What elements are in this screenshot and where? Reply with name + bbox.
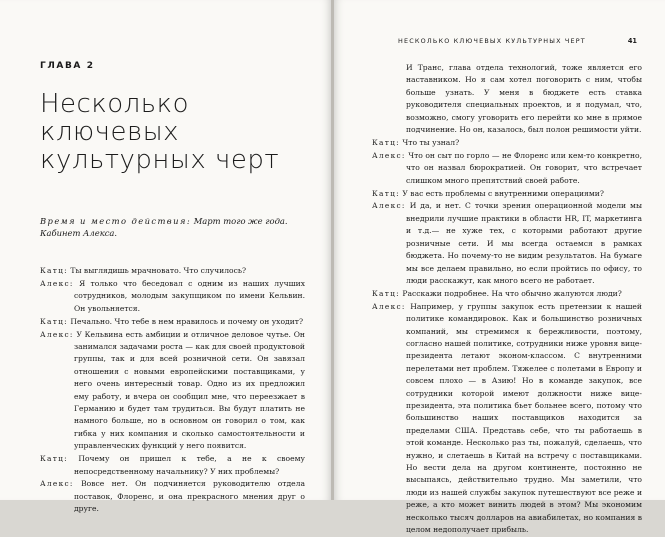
- speaker: Алекс:: [372, 201, 406, 211]
- dialogue-line: [372, 188, 642, 200]
- line-text: Вовсе нет. Он подчиняется руководителю отдела поставок, Флоренс, и она прекрасного мнения друг о друге.: [74, 479, 305, 514]
- line-text: Я только что беседовал с одним из наших лучших сотрудников, молодым закупщиком по имени Кельвин. Он увольняется.: [74, 278, 305, 313]
- dialogue-line: [40, 316, 305, 328]
- right-page: [334, 0, 665, 535]
- line-text: И да, и нет. С точки зрения операционной модели мы внедрили лучшие практики в области HR, IT, маркетинга и т.д.— не хуже тех, с которыми работают другие розничные сети. И мы всегда остаемся в рамках бюджета. Но почему-то не видим результатов. На бумаге мы все делаем правильно, но если пройтись по офису, то люди расскажут, как много всего не работает.: [406, 201, 642, 285]
- scene-setting-lead: Время и место действия:: [40, 216, 192, 226]
- speaker: Алекс:: [372, 150, 406, 160]
- line-text: Что ты узнал?: [402, 137, 460, 147]
- dialogue-line: [372, 150, 642, 187]
- line-text: У вас есть проблемы с внутренними операциями?: [402, 188, 604, 198]
- speaker: Алекс:: [40, 278, 74, 288]
- scene-setting: [40, 215, 298, 240]
- speaker: Катц:: [40, 316, 68, 326]
- dialogue-line: [40, 278, 305, 315]
- dialogue-line: [372, 288, 642, 300]
- chapter-label: ГЛАВА 2: [40, 61, 95, 71]
- dialogue-line: [40, 478, 305, 515]
- dialogue-line: [40, 453, 305, 478]
- line-text: У Кельвина есть амбиции и отличное деловое чутье. Он занимался задачами роста — как для своей продуктовой группы, так и для всей розничной сети. Он завязал отношения с новыми европейскими поставщиками, у него очень интересный товар. Одно из их предложил ему работу, и вчера он сообщил мне, что переезжает в Германию и будет там трудиться. Вы будут платить не намного больше, но в основном он говорил о том, как гибка у них компания и сколько самостоятельности и управленческих функций у него появится.: [74, 329, 305, 451]
- line-text: Что он сыт по горло — не Флоренс или кем-то конкретно, что он назвал бюрократией. Он говорит, что встречает слишком много препятствий своей работе.: [406, 150, 643, 185]
- dialogue-line: [372, 137, 642, 149]
- dialogue-line: [372, 301, 642, 537]
- dialogue-line: [40, 265, 305, 277]
- speaker: Катц:: [372, 137, 400, 147]
- line-text: Почему он пришел к тебе, а не к своему непосредственному начальнику? У них проблемы?: [74, 454, 305, 476]
- line-text: Расскажи подробнее. На что обычно жалуются люди?: [402, 288, 622, 298]
- dialogue-left: [40, 265, 305, 516]
- left-page: [0, 0, 331, 514]
- speaker: Катц:: [40, 454, 68, 464]
- chapter-title: Несколько ключевых культурных черт: [40, 89, 280, 175]
- running-head: НЕСКОЛЬКО КЛЮЧЕВЫХ КУЛЬТУРНЫХ ЧЕРТ: [398, 37, 586, 45]
- speaker: Алекс:: [372, 301, 406, 311]
- line-text: Например, у группы закупок есть претензии к нашей политике командировок. Как и большинство розничных компаний, мы стремимся к бережливости, поэтому, согласно нашей политике, сотрудники ниже уровня вице-президента летают эконом-классом. С внутренними перелетами нет проблем. Тяжелее с полетами в Европу и совсем плохо — в Азию! Но в команде закупок, все сотрудники которой имеют должности ниже вице-президента, эта политика бьет больнее всего, потому что большинство наших поставщиков находится за пределами США. Представь себе, что ты работаешь в этой команде. Несколько раз ты, пожалуй, сделаешь, что нужно, и слетаешь в Китай на встречу с поставщиками. Но вести дела на другом континенте, постоянно не высыпаясь, действительно трудно. Мы заметили, что люди из нашей службы закупок путешествуют все реже и реже, а кто может винить людей в этом? Мы экономим несколько тысяч долларов на авиабилетах, но компания в целом недополучает прибыль.: [406, 301, 643, 535]
- scene-setting-text: Март того же года. Кабинет Алекса.: [40, 216, 288, 239]
- dialogue-right: [372, 62, 642, 537]
- speaker: Алекс:: [40, 479, 74, 489]
- speaker: Катц:: [372, 188, 400, 198]
- line-text: Печально. Что тебе в нем нравилось и почему он уходит?: [70, 316, 304, 326]
- speaker: Алекс:: [40, 329, 74, 339]
- dialogue-line: [372, 200, 642, 287]
- line-text: Ты выглядишь мрачновато. Что случилось?: [70, 266, 247, 275]
- page-number: 41: [627, 37, 637, 45]
- continuation-paragraph: И Транс, глава отдела технологий, тоже является его наставником. Но я сам хотел поговорить с ним, чтобы больше узнать. У меня в бюджете есть ставка руководителя специальных проектов, и я подумал, что, возможно, смогу уговорить его перейти ко мне в прямое подчинение. Но он, казалось, был полон решимости уйти.: [406, 63, 642, 135]
- speaker: Катц:: [40, 266, 68, 275]
- speaker: Катц:: [372, 288, 400, 298]
- dialogue-line: [40, 329, 305, 453]
